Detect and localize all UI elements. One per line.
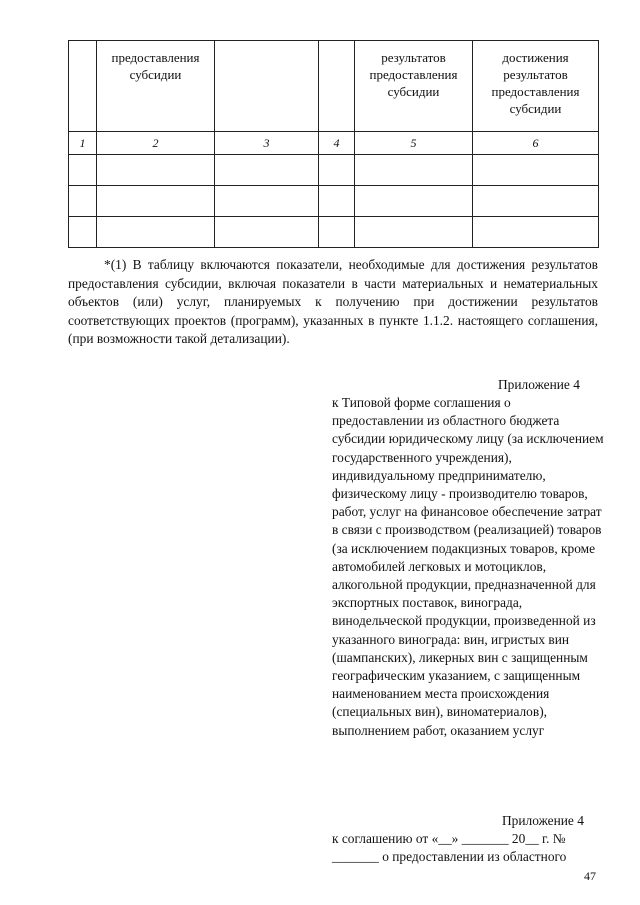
agreement-reference-line: к соглашению от «__» _______ 20__ г. № [332, 831, 566, 846]
table-cell [215, 186, 319, 217]
table-cell [215, 155, 319, 186]
table-header-row [69, 41, 599, 132]
appendix-title: Приложение 4 [498, 377, 580, 392]
column-number: 3 [215, 132, 319, 155]
table-cell [355, 186, 473, 217]
table-row [69, 186, 599, 217]
table-cell [473, 217, 599, 248]
table-number-row [69, 132, 599, 155]
header-cell: предоставления субсидии [97, 41, 215, 132]
table-cell [473, 155, 599, 186]
table-cell [97, 155, 215, 186]
header-cell: достижения результатов предоставления субсидии [473, 41, 599, 132]
appendix-description: к Типовой форме соглашения о предоставлении из областного бюджета субсидии юридическому лицу (за исключением государственного учреждения), индивидуальному предпринимателю, физическому лицу - производителю товаров, работ, услуг на финансовое обеспечение затрат в связи с производством (реализацией) товаров (за исключением подакцизных товаров, кроме автомобилей легковых и мотоциклов, алкогольной продукции, предназначенной для экспортных поставок, винограда, винодельческой продукции, произведенной из указанного винограда: вин, игристых вин (шампанских), ликерных вин с защищенным географическим указанием, с защищенным наименованием места происхождения (специальных вин), виноматериалов), выполнением работ, оказанием услуг [332, 395, 604, 738]
table-row [69, 217, 599, 248]
header-cell [319, 41, 355, 132]
agreement-subject-line: _______ о предоставлении из областного [332, 849, 567, 864]
column-number: 2 [97, 132, 215, 155]
header-cell: результатов предоставления субсидии [355, 41, 473, 132]
header-cell [215, 41, 319, 132]
header-cell [69, 41, 97, 132]
table-cell [355, 217, 473, 248]
page-number: 47 [584, 869, 596, 883]
table-cell [319, 155, 355, 186]
table-cell [97, 186, 215, 217]
column-number: 4 [319, 132, 355, 155]
table-cell [69, 155, 97, 186]
table-cell [319, 186, 355, 217]
table-cell [319, 217, 355, 248]
column-number: 5 [355, 132, 473, 155]
table-row [69, 155, 599, 186]
table-cell [215, 217, 319, 248]
table-cell [97, 217, 215, 248]
appendix-2-title: Приложение 4 [502, 813, 584, 828]
column-number: 6 [473, 132, 599, 155]
column-number: 1 [69, 132, 97, 155]
table-cell [473, 186, 599, 217]
table-cell [69, 186, 97, 217]
footnote: *(1) В таблицу включаются показатели, необходимые для достижения результатов предоставления субсидии, включая показатели в части материальных и нематериальных объектов (или) услуг, планируемых к получению при достижении результатов соответствующих проектов (программ), указанных в пункте 1.1.2. настоящего соглашения, (при возможности такой детализации). [68, 257, 598, 347]
table-cell [69, 217, 97, 248]
indicators-table [68, 40, 599, 248]
table-cell [355, 155, 473, 186]
